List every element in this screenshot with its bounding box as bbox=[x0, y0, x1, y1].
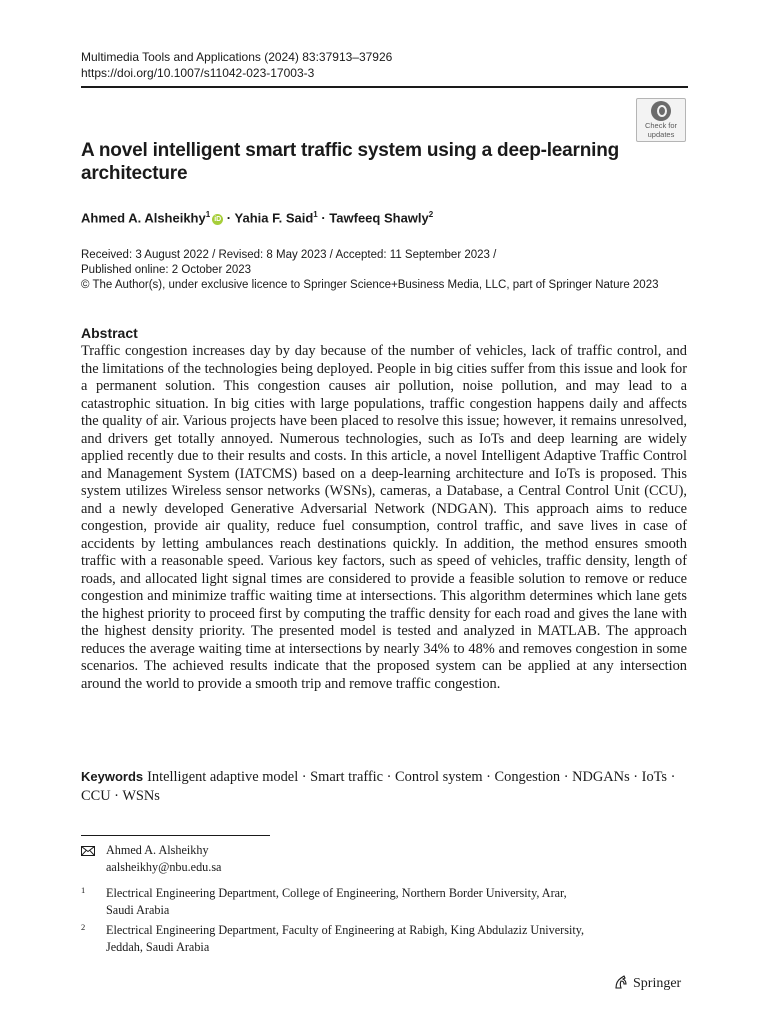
author-list bbox=[81, 206, 433, 227]
author-separator: · bbox=[223, 210, 235, 226]
keywords-text: Intelligent adaptive model · Smart traffic · Control system · Congestion · NDGANs · IoTs · CCU · WSNs bbox=[81, 769, 676, 804]
author-name[interactable]: Ahmed A. Alsheikhy bbox=[81, 210, 206, 226]
affiliation-line: Jeddah, Saudi Arabia bbox=[106, 940, 210, 954]
abstract-heading: Abstract bbox=[81, 325, 138, 341]
check-updates-icon bbox=[651, 101, 671, 121]
published-online: Published online: 2 October 2023 bbox=[81, 264, 252, 276]
check-for-updates-badge[interactable] bbox=[636, 98, 686, 142]
doi-link[interactable]: https://doi.org/10.1007/s11042-023-17003-3 bbox=[81, 66, 315, 80]
journal-citation: Multimedia Tools and Applications (2024) 83:37913–37926 bbox=[81, 50, 393, 64]
springer-horse-icon bbox=[613, 974, 629, 990]
envelope-icon bbox=[81, 846, 95, 856]
badge-label-1: Check for bbox=[644, 121, 678, 130]
affiliation-number: 2 bbox=[81, 922, 86, 932]
copyright-notice: © The Author(s), under exclusive licence to Springer Science+Business Media, LLC, part of Springer Nature 2023 bbox=[81, 279, 659, 291]
badge-label-2: updates bbox=[647, 130, 675, 139]
author-name[interactable]: Tawfeeq Shawly bbox=[329, 210, 429, 226]
keywords bbox=[81, 768, 687, 805]
paper-title: A novel intelligent smart traffic system using a deep-learning architecture bbox=[81, 140, 620, 184]
affiliation-line: Electrical Engineering Department, College of Engineering, Northern Border University, Arar, bbox=[106, 886, 567, 900]
affiliation-line: Saudi Arabia bbox=[106, 903, 170, 917]
affiliation-2 bbox=[81, 922, 706, 956]
author-affiliation: 1 bbox=[313, 210, 318, 219]
footnote-rule bbox=[81, 835, 270, 836]
abstract-text: Traffic congestion increases day by day because of the number of vehicles, lack of traffic control, and the limitations of the technologies being deployed. People in big cities suffer from this issue and look for a permanent solution. This congestion causes air pollution, noise pollution, and may lead to a catastrophic situation. In big cities with large populations, traffic congestion happens daily and affects the quality of air. Various projects have been placed to resolve this issue; however, it remains unresolved, and drivers get totally annoyed. Numerous technologies, such as IoTs and deep learning are widely applied recently due to their results and costs. In this article, a novel Intelligent Adaptive Traffic Control and Management System (IATCMS) based on a deep-learning architecture and IoTs is proposed. This system utilizes Wireless sensor networks (WSNs), cameras, a Database, a Central Control Unit (CCU), and a newly developed Generative Adversarial Network (NDGAN). This approach aims to reduce congestion, provide air quality, reduce fuel consumption, control traffic, and save lives in case of accidents by letting ambulances reach destinations quickly. In addition, the method ensures smooth traffic with a reasonable speed. Various key factors, such as speed of vehicles, traffic density, length of roads, and allocated light signal times are considered to provide a feasible solution to remove or reduce congestion and minimize traffic waiting time at intersections. This algorithm determines which lane gets the highest priority to proceed first by computing the traffic density for each road and gives the lane with the highest density priority. The presented model is tested and analyzed in MATLAB. The approach reduces the average waiting time at intersections by nearly 34% to 48% and removes congestion in some scenarios. The achieved results indicate that the proposed system can be applied at any intersection around the world to provide a smooth trip and remove traffic congestion. bbox=[81, 343, 687, 692]
dates-line: Received: 3 August 2022 / Revised: 8 May 2023 / Accepted: 11 September 2023 / bbox=[81, 249, 497, 261]
publisher-name: Springer bbox=[633, 976, 682, 991]
keywords-label: Keywords bbox=[81, 769, 144, 784]
springer-logo bbox=[613, 974, 681, 994]
affiliation-line: Electrical Engineering Department, Faculty of Engineering at Rabigh, King Abdulaziz University, bbox=[106, 923, 585, 937]
author-affiliation: 2 bbox=[428, 210, 434, 219]
correspondence-email[interactable]: aalsheikhy@nbu.edu.sa bbox=[106, 860, 222, 874]
publication-dates bbox=[81, 248, 659, 293]
affiliation-1 bbox=[81, 885, 706, 919]
correspondence-name: Ahmed A. Alsheikhy bbox=[106, 843, 209, 857]
correspondence bbox=[106, 842, 221, 876]
orcid-icon[interactable]: iD bbox=[214, 216, 222, 224]
journal-header bbox=[81, 49, 392, 81]
header-rule bbox=[81, 86, 688, 88]
author-separator: · bbox=[317, 210, 330, 226]
author-affiliation: 1 bbox=[205, 210, 211, 219]
author-name[interactable]: Yahia F. Said bbox=[234, 210, 314, 226]
affiliation-number: 1 bbox=[81, 885, 86, 895]
